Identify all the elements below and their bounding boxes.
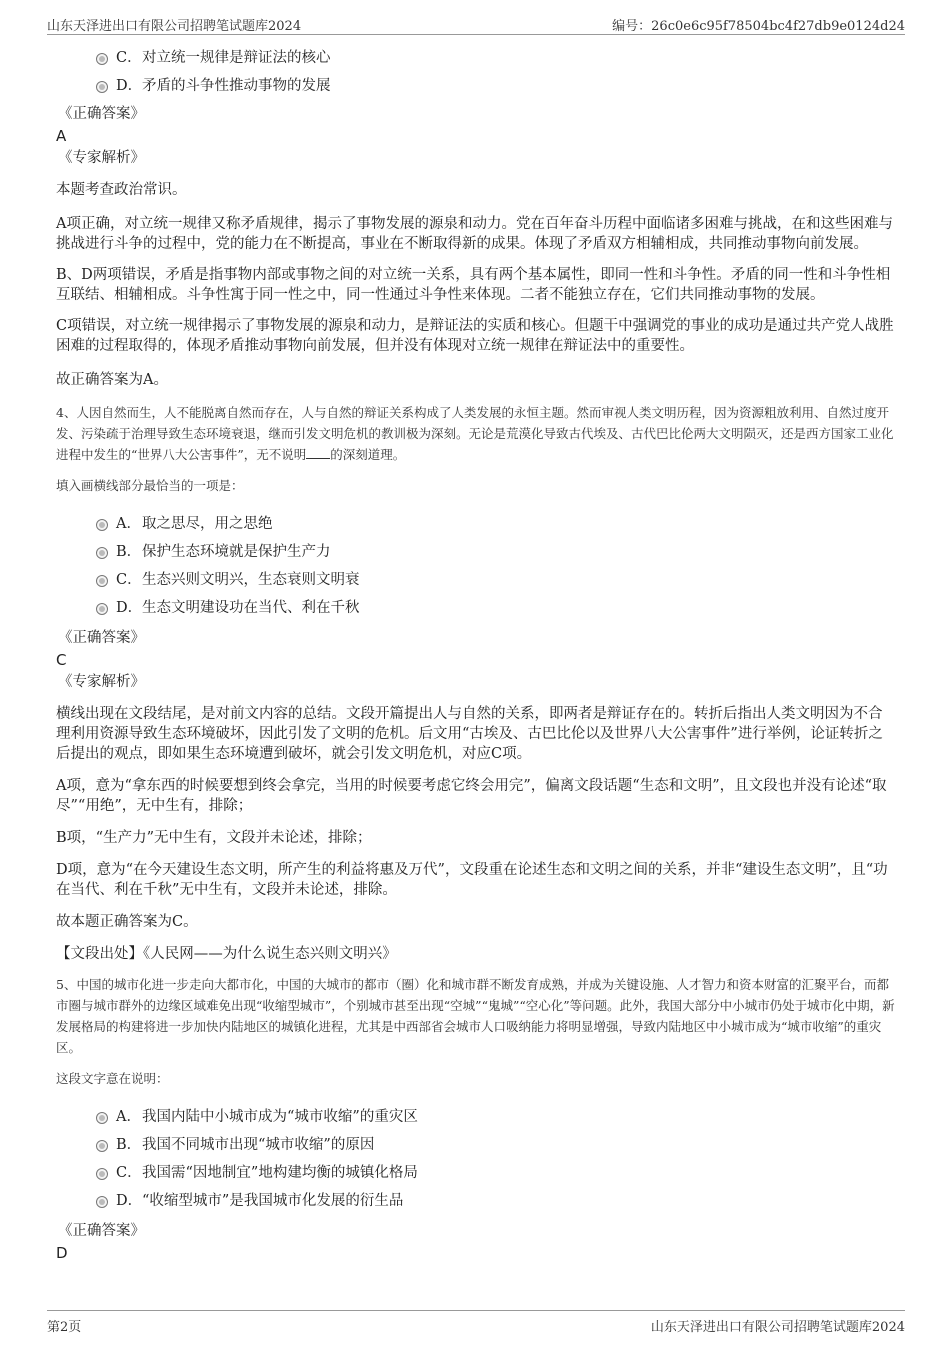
page-footer (47, 1310, 905, 1335)
q5-option-c[interactable]: C． 我国需“因地制宜”地构建均衡的城镇化格局 (96, 1159, 896, 1187)
q4-option-a[interactable]: A． 取之思尽，用之思绝 (96, 510, 896, 538)
q4-analysis-label: 《专家解析》 (58, 674, 145, 690)
q5-option-d[interactable]: D． “收缩型城市”是我国城市化发展的衍生品 (96, 1187, 896, 1215)
q3-analysis-p4: C项错误，对立统一规律揭示了事物发展的源泉和动力，是辩证法的实质和核心。但题干中强调党的事业的成功是通过共产党人战胜困难的过程取得的，体现矛盾推动事物向前发展，但并没有体现对立统一规律在辩证法中的重要性。 (56, 318, 894, 354)
q4-analysis-p3: B项，“生产力”无中生有，文段并未论述，排除； (56, 830, 372, 846)
radio-icon[interactable] (96, 1112, 108, 1124)
q3-option-d[interactable]: D． 矛盾的斗争性推动事物的发展 (96, 72, 896, 100)
answer-blank (306, 446, 330, 459)
q4-option-c[interactable]: C． 生态兴则文明兴，生态衰则文明衰 (96, 566, 896, 594)
q5-prompt: 这段文字意在说明： (56, 1071, 169, 1086)
q5-option-a[interactable]: A． 我国内陆中小城市成为“城市收缩”的重灾区 (96, 1103, 896, 1131)
q4-answer: C (56, 651, 67, 669)
radio-icon[interactable] (96, 53, 108, 65)
radio-icon[interactable] (96, 519, 108, 531)
radio-icon[interactable] (96, 81, 108, 93)
q4-analysis-p1: 横线出现在文段结尾，是对前文内容的总结。文段开篇提出人与自然的关系，即两者是辩证存在的。转折后指出人类文明因为不合理利用资源导致生态环境破坏，因此引发了文明的危机。后文用“古埃及、古巴比伦以及世界八大公害事件”进行举例，论证转折之后提出的观点，即如果生态环境遭到破坏，就会引发文明危机，对应C项。 (56, 706, 883, 762)
q3-analysis-p1: 本题考查政治常识。 (56, 182, 187, 198)
radio-icon[interactable] (96, 1140, 108, 1152)
q3-analysis-p5: 故正确答案为A。 (56, 372, 168, 388)
q5-stem: 5、中国的城市化进一步走向大都市化，中国的大城市的都市（圈）化和城市群不断发育成熟，并成为关键设施、人才智力和资本财富的汇聚平台，而都市圈与城市群外的边缘区域难免出现“收缩型城市”，个别城市甚至出现“空城”“鬼城”“空心化”等问题。此外，我国大部分中小城市仍处于城市化中期，新发展格局的构建将进一步加快内陆地区的城镇化进程，尤其是中西部省会城市人口吸纳能力将明显增强，导致内陆地区中小城市成为“城市收缩”的重灾区。 (56, 977, 895, 1055)
q4-stem: 4、人因自然而生，人不能脱离自然而存在，人与自然的辩证关系构成了人类发展的永恒主题。然而审视人类文明历程，因为资源粗放利用、自然过度开发、污染疏于治理导致生态环境衰退，继而引发文明危机的教训极为深刻。无论是荒漠化导致古代埃及、古代巴比伦两大文明陨灭，还是西方国家工业化进程中发生的“世界八大公害事件”，无不说明 的深刻道理。 (56, 405, 894, 462)
q4-analysis-p5: 故本题正确答案为C。 (56, 914, 198, 930)
q4-source: 【文段出处】《人民网——为什么说生态兴则文明兴》 (56, 946, 397, 962)
radio-icon[interactable] (96, 603, 108, 615)
q4-option-b[interactable]: B． 保护生态环境就是保护生产力 (96, 538, 896, 566)
page-header (47, 14, 905, 35)
q3-answer-label: 《正确答案》 (58, 106, 145, 122)
q4-analysis-p4: D项，意为“在今天建设生态文明，所产生的利益将惠及万代”，文段重在论述生态和文明之间的关系，并非“建设生态文明”，且“功在当代、利在千秋”无中生有，文段并未论述，排除。 (56, 862, 888, 898)
radio-icon[interactable] (96, 547, 108, 559)
footer-title: 山东天泽进出口有限公司招聘笔试题库2024 (650, 1320, 905, 1335)
page-content (56, 44, 896, 1263)
q3-analysis-p3: B、D两项错误，矛盾是指事物内部或事物之间的对立统一关系，具有两个基本属性，即同一性和斗争性。矛盾的同一性和斗争性相互联结、相辅相成。斗争性寓于同一性之中，同一性通过斗争性来体现。二者不能独立存在，它们共同推动事物的发展。 (56, 267, 891, 303)
radio-icon[interactable] (96, 1168, 108, 1180)
q3-analysis-p2: A项正确，对立统一规律又称矛盾规律，揭示了事物发展的源泉和动力。党在百年奋斗历程中面临诸多困难与挑战，在和这些困难与挑战进行斗争的过程中，党的能力在不断提高，事业在不断取得新的成果。体现了矛盾双方相辅相成，共同推动事物向前发展。 (56, 216, 893, 252)
q4-answer-label: 《正确答案》 (58, 630, 145, 646)
radio-icon[interactable] (96, 1196, 108, 1208)
header-title: 山东天泽进出口有限公司招聘笔试题库2024 (47, 19, 302, 34)
q3-option-c[interactable]: C． 对立统一规律是辩证法的核心 (96, 44, 896, 72)
q3-answer: A (56, 127, 67, 145)
q4-analysis-p2: A项，意为“拿东西的时候要想到终会拿完，当用的时候要考虑它终会用完”，偏离文段话题“生态和文明”，且文段也并没有论述“取尽”“用绝”，无中生有，排除； (56, 778, 887, 814)
q5-option-b[interactable]: B． 我国不同城市出现“城市收缩”的原因 (96, 1131, 896, 1159)
q5-answer-label: 《正确答案》 (58, 1223, 145, 1239)
q3-analysis-label: 《专家解析》 (58, 150, 145, 166)
header-doc-id: 编号：26c0e6c95f78504bc4f27db9e0124d24 (612, 19, 905, 34)
q5-answer: D (56, 1244, 68, 1262)
radio-icon[interactable] (96, 575, 108, 587)
page-number: 第2页 (47, 1320, 82, 1335)
q4-prompt: 填入画横线部分最恰当的一项是： (56, 478, 244, 493)
q4-option-d[interactable]: D． 生态文明建设功在当代、利在千秋 (96, 594, 896, 622)
